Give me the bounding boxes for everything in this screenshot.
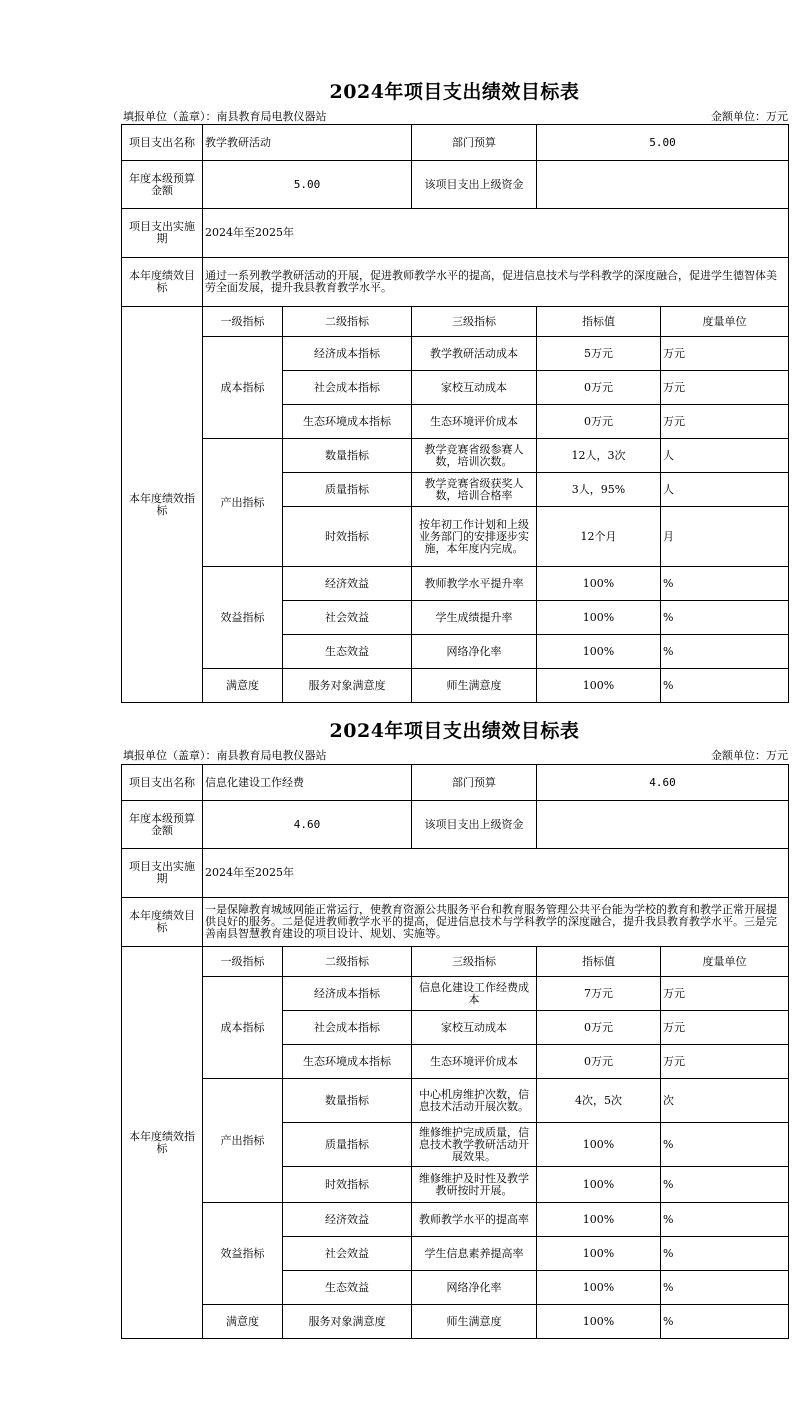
annual-budget-value: 4.60 — [203, 801, 412, 849]
value-cell: 100% — [537, 1203, 661, 1237]
level3-cell: 家校互动成本 — [412, 1011, 537, 1045]
annual-indicators-label: 本年度绩效指标 — [122, 947, 203, 1339]
category-benefit: 效益指标 — [203, 567, 283, 669]
level2-cell: 数量指标 — [283, 439, 412, 473]
level3-cell: 家校互动成本 — [412, 371, 537, 405]
header-level2: 二级指标 — [283, 307, 412, 337]
category-output: 产出指标 — [203, 1079, 283, 1203]
value-cell: 4次，5次 — [537, 1079, 661, 1123]
level3-cell: 学生信息素养提高率 — [412, 1237, 537, 1271]
level2-cell: 生态效益 — [283, 635, 412, 669]
form-2-table — [121, 764, 789, 1339]
unit-cell: % — [661, 1271, 789, 1305]
level2-cell: 经济效益 — [283, 1203, 412, 1237]
level2-cell: 经济成本指标 — [283, 977, 412, 1011]
project-name-label: 项目支出名称 — [122, 125, 203, 161]
period-value: 2024年至2025年 — [203, 209, 789, 258]
form-1-amount-unit: 金额单位：万元 — [711, 110, 788, 123]
annual-goal-label: 本年度绩效目标 — [122, 258, 203, 307]
header-value: 指标值 — [537, 307, 661, 337]
level2-cell: 服务对象满意度 — [283, 669, 412, 703]
value-cell: 5万元 — [537, 337, 661, 371]
superior-funds-value — [537, 801, 789, 849]
form-1-row-goal — [122, 258, 789, 307]
unit-cell: % — [661, 1237, 789, 1271]
level2-cell: 数量指标 — [283, 1079, 412, 1123]
table-row — [122, 669, 789, 703]
unit-cell: 万元 — [661, 1045, 789, 1079]
value-cell: 7万元 — [537, 977, 661, 1011]
form-1-title: 2024年项目支出绩效目标表 — [329, 81, 580, 103]
annual-goal-label: 本年度绩效目标 — [122, 898, 203, 947]
value-cell: 100% — [537, 1237, 661, 1271]
project-name-value: 教学教研活动 — [203, 125, 412, 161]
value-cell: 100% — [537, 1167, 661, 1203]
level3-cell: 生态环境评价成本 — [412, 1045, 537, 1079]
unit-cell: % — [661, 1167, 789, 1203]
level3-cell: 学生成绩提升率 — [412, 601, 537, 635]
value-cell: 100% — [537, 1305, 661, 1339]
level3-cell: 教学竞赛省级获奖人数，培训合格率 — [412, 473, 537, 507]
value-cell: 100% — [537, 1123, 661, 1167]
unit-cell: % — [661, 1305, 789, 1339]
dept-budget-label: 部门预算 — [412, 765, 537, 801]
table-row — [122, 439, 789, 473]
unit-cell: 人 — [661, 473, 789, 507]
period-value: 2024年至2025年 — [203, 849, 789, 898]
form-2-row-project — [122, 765, 789, 801]
table-row — [122, 1305, 789, 1339]
header-level3: 三级指标 — [412, 307, 537, 337]
form-1-row-project — [122, 125, 789, 161]
form-2-meta — [121, 747, 788, 763]
level3-cell: 信息化建设工作经费成本 — [412, 977, 537, 1011]
level2-cell: 生态环境成本指标 — [283, 1045, 412, 1079]
category-cost: 成本指标 — [203, 337, 283, 439]
header-level2: 二级指标 — [283, 947, 412, 977]
unit-cell: 万元 — [661, 405, 789, 439]
value-cell: 100% — [537, 567, 661, 601]
header-level1: 一级指标 — [203, 307, 283, 337]
unit-cell: % — [661, 669, 789, 703]
superior-funds-value — [537, 161, 789, 209]
dept-budget-value: 4.60 — [537, 765, 789, 801]
unit-cell: % — [661, 635, 789, 669]
level2-cell: 社会成本指标 — [283, 371, 412, 405]
form-1-row-period — [122, 209, 789, 258]
form-1-fill-unit: 填报单位（盖章）：南县教育局电教仪器站 — [123, 110, 327, 123]
unit-cell: 万元 — [661, 371, 789, 405]
period-label: 项目支出实施期 — [122, 209, 203, 258]
table-row — [122, 1079, 789, 1123]
level2-cell: 社会效益 — [283, 1237, 412, 1271]
value-cell: 3人，95% — [537, 473, 661, 507]
form-1-table — [121, 124, 789, 703]
form-2-row-budget — [122, 801, 789, 849]
value-cell: 12个月 — [537, 507, 661, 567]
level3-cell: 按年初工作计划和上级业务部门的安排逐步实施，本年度内完成。 — [412, 507, 537, 567]
level3-cell: 教学竞赛省级参赛人数，培训次数。 — [412, 439, 537, 473]
category-benefit: 效益指标 — [203, 1203, 283, 1305]
value-cell: 0万元 — [537, 1011, 661, 1045]
superior-funds-label: 该项目支出上级资金 — [412, 161, 537, 209]
value-cell: 0万元 — [537, 1045, 661, 1079]
table-row — [122, 567, 789, 601]
form-2-title: 2024年项目支出绩效目标表 — [329, 720, 580, 742]
unit-cell: 万元 — [661, 1011, 789, 1045]
header-unit: 度量单位 — [661, 307, 789, 337]
level3-cell: 中心机房维护次数，信息技术活动开展次数。 — [412, 1079, 537, 1123]
dept-budget-value: 5.00 — [537, 125, 789, 161]
header-level3: 三级指标 — [412, 947, 537, 977]
annual-goal-text: 一是保障教育城域网能正常运行，使教育资源公共服务平台和教育服务管理公共平台能为学校的教育和教学正常开展提供良好的服务。二是促进教师教学水平的提高，促进信息技术与学科教学的深度融合，提升我县教育教学水平。三是完善南县智慧教育建设的项目设计、规划、实施等。 — [203, 898, 789, 947]
level3-cell: 教师教学水平的提高率 — [412, 1203, 537, 1237]
value-cell: 0万元 — [537, 405, 661, 439]
value-cell: 12人，3次 — [537, 439, 661, 473]
header-value: 指标值 — [537, 947, 661, 977]
unit-cell: 万元 — [661, 337, 789, 371]
form-2-row-goal — [122, 898, 789, 947]
level3-cell: 师生满意度 — [412, 669, 537, 703]
unit-cell: 次 — [661, 1079, 789, 1123]
unit-cell: % — [661, 567, 789, 601]
level2-cell: 时效指标 — [283, 1167, 412, 1203]
annual-budget-value: 5.00 — [203, 161, 412, 209]
header-level1: 一级指标 — [203, 947, 283, 977]
superior-funds-label: 该项目支出上级资金 — [412, 801, 537, 849]
table-row — [122, 1203, 789, 1237]
level3-cell: 生态环境评价成本 — [412, 405, 537, 439]
level2-cell: 服务对象满意度 — [283, 1305, 412, 1339]
form-1-meta — [121, 108, 788, 124]
value-cell: 100% — [537, 669, 661, 703]
form-2-amount-unit: 金额单位：万元 — [711, 749, 788, 762]
project-name-value: 信息化建设工作经费 — [203, 765, 412, 801]
form-1-indicator-header — [122, 307, 789, 337]
category-satisfaction: 满意度 — [203, 1305, 283, 1339]
level3-cell: 维修维护完成质量，信息技术教学教研活动开展效果。 — [412, 1123, 537, 1167]
header-unit: 度量单位 — [661, 947, 789, 977]
level2-cell: 时效指标 — [283, 507, 412, 567]
form-2-fill-unit: 填报单位（盖章）：南县教育局电教仪器站 — [123, 749, 327, 762]
value-cell: 0万元 — [537, 371, 661, 405]
period-label: 项目支出实施期 — [122, 849, 203, 898]
level3-cell: 维修维护及时性及教学教研按时开展。 — [412, 1167, 537, 1203]
level2-cell: 社会效益 — [283, 601, 412, 635]
form-2-row-period — [122, 849, 789, 898]
value-cell: 100% — [537, 1271, 661, 1305]
level2-cell: 经济效益 — [283, 567, 412, 601]
level3-cell: 教师教学水平提升率 — [412, 567, 537, 601]
category-satisfaction: 满意度 — [203, 669, 283, 703]
level2-cell: 社会成本指标 — [283, 1011, 412, 1045]
project-name-label: 项目支出名称 — [122, 765, 203, 801]
value-cell: 100% — [537, 601, 661, 635]
value-cell: 100% — [537, 635, 661, 669]
unit-cell: % — [661, 1123, 789, 1167]
level2-cell: 生态效益 — [283, 1271, 412, 1305]
unit-cell: % — [661, 1203, 789, 1237]
level2-cell: 经济成本指标 — [283, 337, 412, 371]
dept-budget-label: 部门预算 — [412, 125, 537, 161]
category-output: 产出指标 — [203, 439, 283, 567]
form-1-row-budget — [122, 161, 789, 209]
level2-cell: 质量指标 — [283, 1123, 412, 1167]
level3-cell: 网络净化率 — [412, 635, 537, 669]
annual-budget-label: 年度本级预算金额 — [122, 161, 203, 209]
level2-cell: 生态环境成本指标 — [283, 405, 412, 439]
annual-budget-label: 年度本级预算金额 — [122, 801, 203, 849]
form-2-indicator-header — [122, 947, 789, 977]
annual-goal-text: 通过一系列教学教研活动的开展，促进教师教学水平的提高，促进信息技术与学科教学的深度融合，促进学生德智体美劳全面发展，提升我县教育教学水平。 — [203, 258, 789, 307]
unit-cell: 人 — [661, 439, 789, 473]
annual-indicators-label: 本年度绩效指标 — [122, 307, 203, 703]
unit-cell: % — [661, 601, 789, 635]
level2-cell: 质量指标 — [283, 473, 412, 507]
level3-cell: 教学教研活动成本 — [412, 337, 537, 371]
level3-cell: 网络净化率 — [412, 1271, 537, 1305]
unit-cell: 月 — [661, 507, 789, 567]
category-cost: 成本指标 — [203, 977, 283, 1079]
table-row — [122, 337, 789, 371]
level3-cell: 师生满意度 — [412, 1305, 537, 1339]
table-row — [122, 977, 789, 1011]
unit-cell: 万元 — [661, 977, 789, 1011]
